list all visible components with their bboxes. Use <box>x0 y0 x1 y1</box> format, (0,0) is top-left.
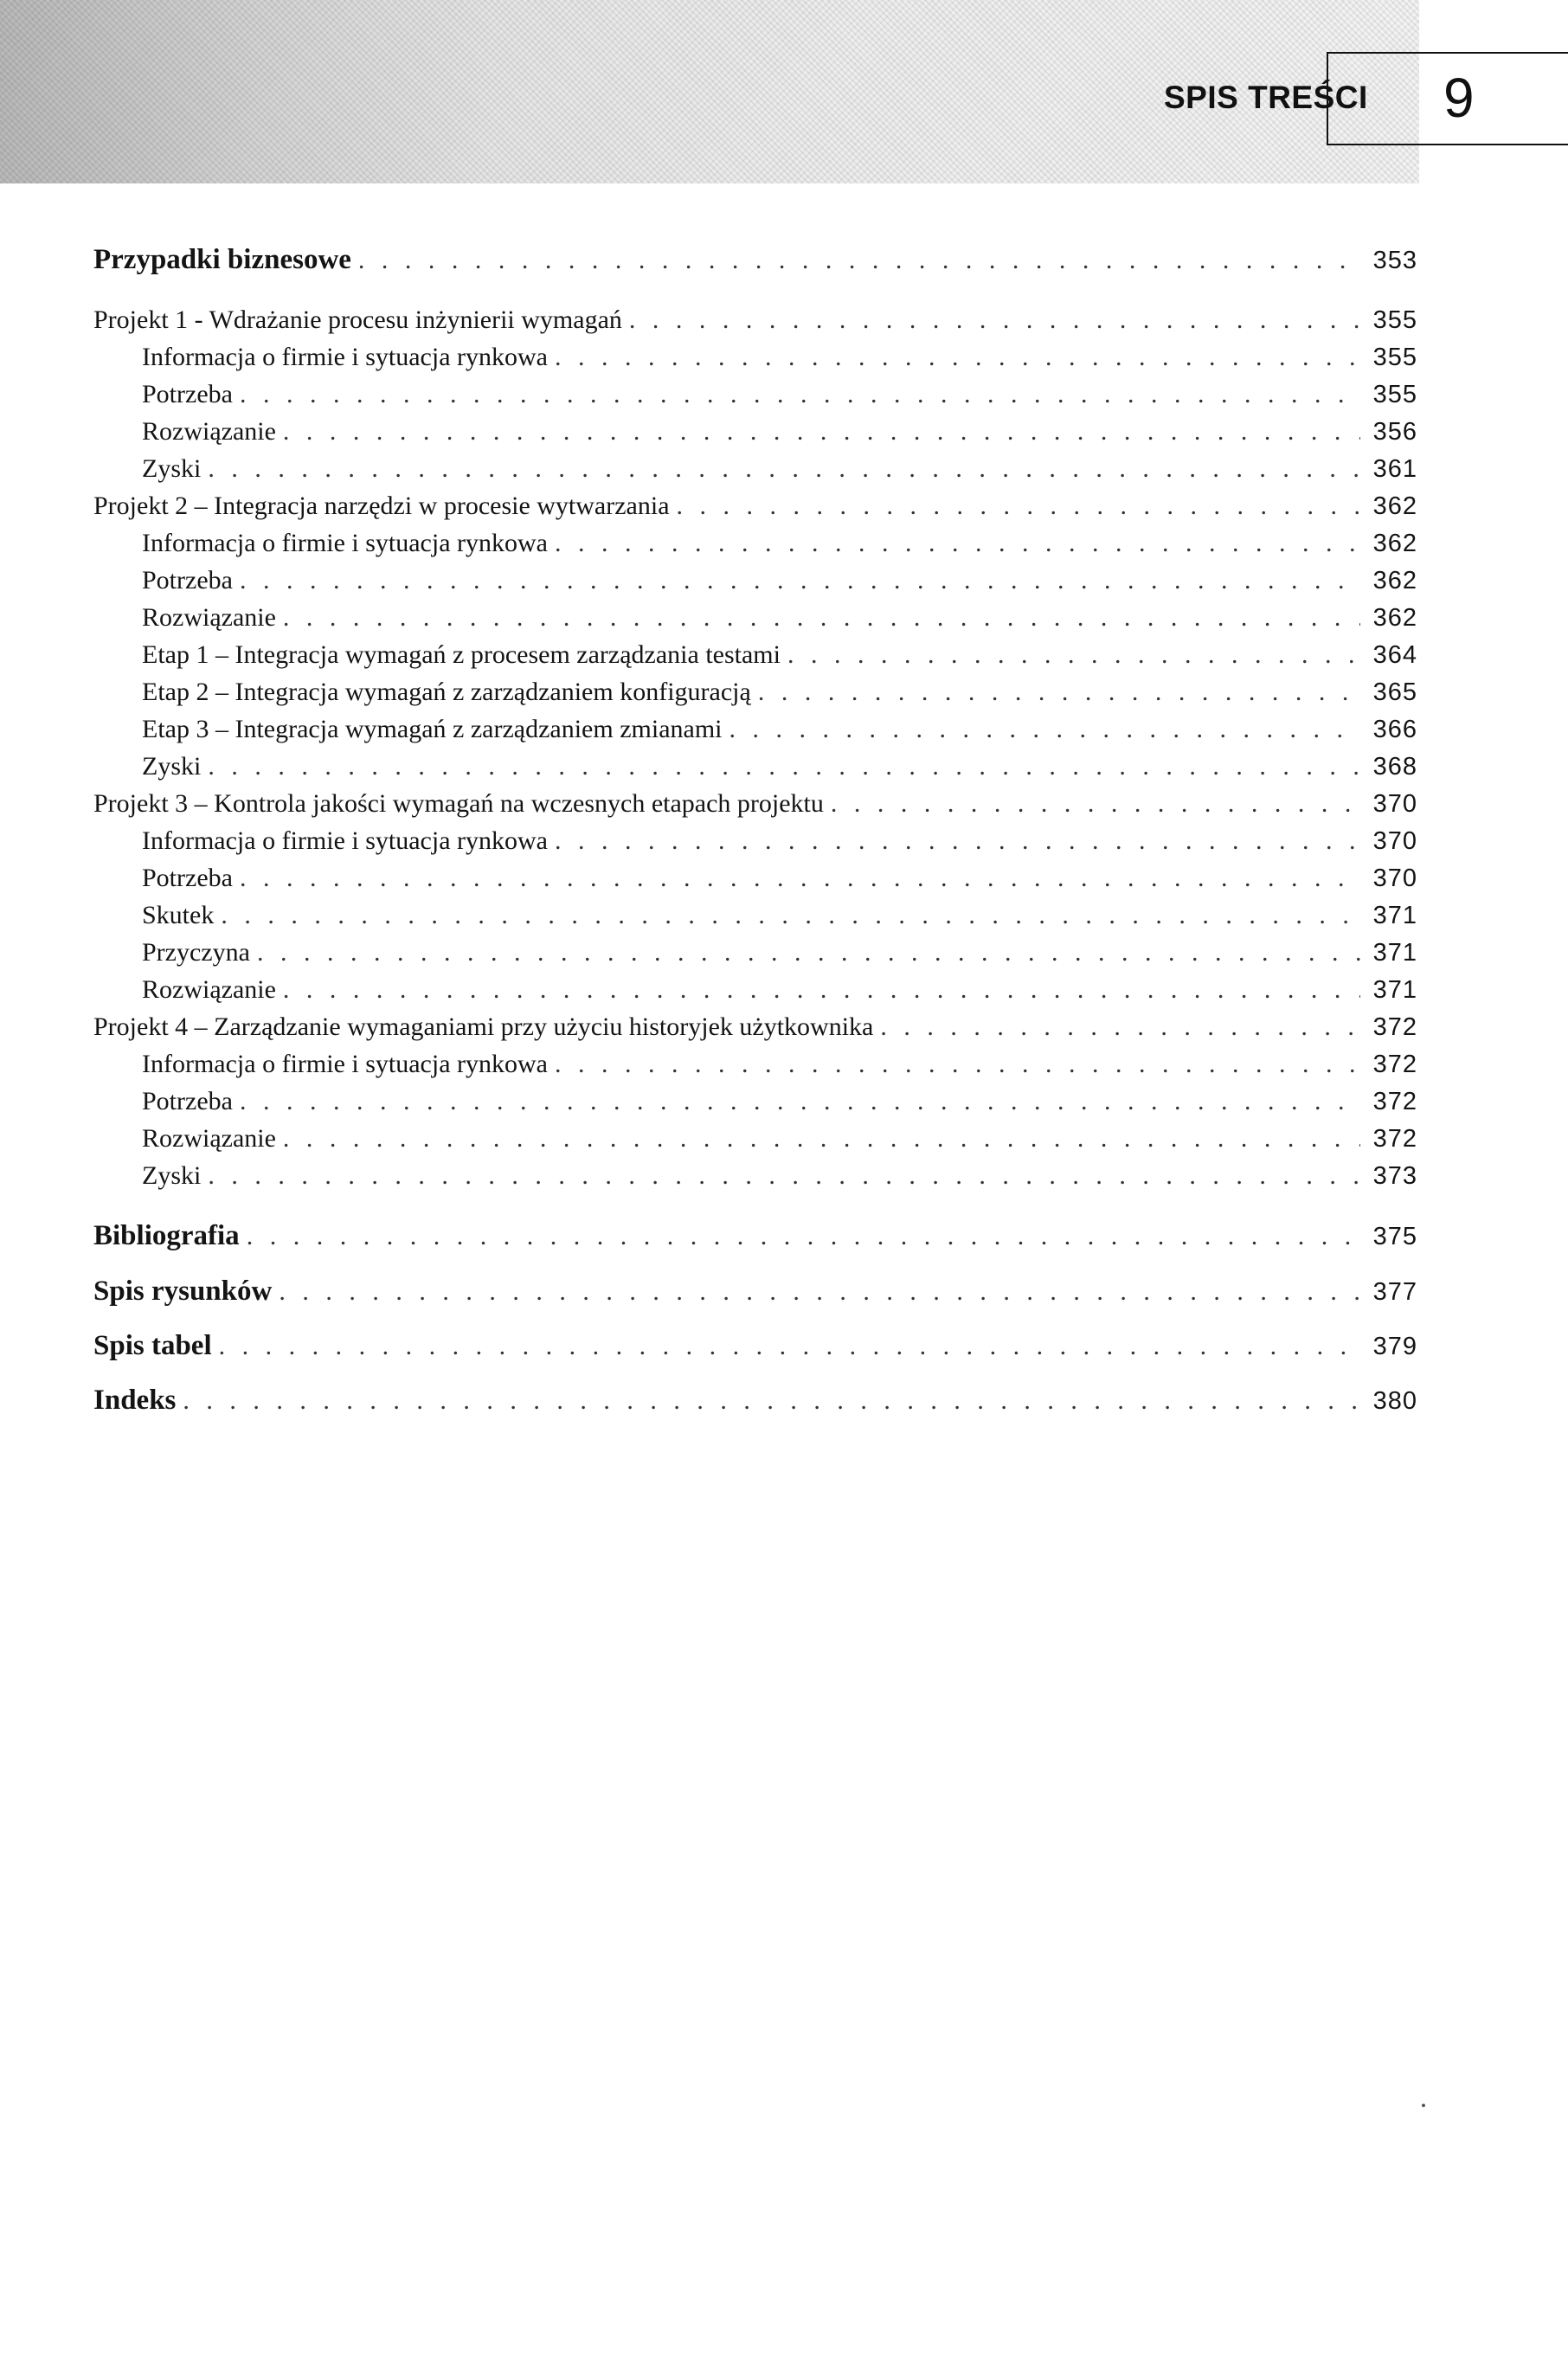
toc-entry-page: 372 <box>1372 1088 1417 1115</box>
toc-entry-page: 366 <box>1372 716 1417 743</box>
page-number: 9 <box>1443 67 1475 129</box>
toc-entry-page: 368 <box>1372 753 1417 781</box>
dot-leader <box>283 1124 1360 1153</box>
toc-entry-p1-rozwiazanie <box>93 417 1417 447</box>
toc-entry-label: Zyski <box>142 454 202 483</box>
toc-entry-projekt-3 <box>93 789 1417 819</box>
toc-entry-page: 379 <box>1372 1333 1417 1360</box>
toc-entry-page: 371 <box>1372 976 1417 1004</box>
dot-leader <box>831 789 1360 818</box>
toc-entry-label: Informacja o firmie i sytuacja rynkowa <box>142 826 548 855</box>
toc-entry-page: 375 <box>1372 1223 1417 1250</box>
toc-entry-page: 364 <box>1372 641 1417 669</box>
toc-entry-p2-rozwiazanie <box>93 603 1417 633</box>
toc-entry-label: Indeks <box>93 1385 177 1416</box>
toc-entry-label: Rozwiązanie <box>142 1124 276 1153</box>
toc-entry-label: Informacja o firmie i sytuacja rynkowa <box>142 343 548 371</box>
dot-leader <box>358 246 1360 274</box>
toc-entry-page: 362 <box>1372 567 1417 594</box>
toc-entry-page: 380 <box>1372 1387 1417 1415</box>
dot-leader <box>240 1087 1360 1115</box>
dot-leader <box>283 417 1360 446</box>
dot-leader <box>555 1050 1360 1078</box>
toc-entry-label: Zyski <box>142 1161 202 1190</box>
dot-leader <box>629 305 1360 334</box>
header-rule-bottom <box>1327 144 1568 145</box>
toc-entry-label: Przyczyna <box>142 938 250 967</box>
toc-entry-page: 353 <box>1372 247 1417 274</box>
dot-leader <box>208 454 1360 483</box>
toc-entry-page: 355 <box>1372 306 1417 334</box>
dot-leader <box>183 1386 1360 1415</box>
toc-entry-page: 372 <box>1372 1125 1417 1153</box>
toc-entry-page: 373 <box>1372 1162 1417 1190</box>
toc-entry-p3-rozwiazanie <box>93 975 1417 1005</box>
toc-entry-page: 377 <box>1372 1278 1417 1306</box>
toc-entry-p3-przyczyna <box>93 938 1417 967</box>
dot-leader <box>208 752 1360 781</box>
toc-entry-p1-informacja <box>93 343 1417 372</box>
header-rule-top <box>1327 52 1568 54</box>
dot-leader <box>279 1277 1360 1306</box>
toc-entry-p3-informacja <box>93 826 1417 856</box>
toc-entry-p2-zyski <box>93 752 1417 781</box>
toc-entry-page: 356 <box>1372 418 1417 446</box>
toc-entry-label: Potrzeba <box>142 1087 233 1115</box>
dot-leader <box>219 1332 1360 1360</box>
toc-entry-page: 372 <box>1372 1051 1417 1078</box>
toc-entry-label: Spis tabel <box>93 1330 212 1361</box>
dot-leader <box>208 1161 1360 1190</box>
dot-leader <box>555 529 1360 557</box>
toc-entry-spis-tabel <box>93 1330 1417 1362</box>
toc-entry-page: 362 <box>1372 530 1417 557</box>
dot-leader <box>758 678 1360 706</box>
dot-leader <box>677 492 1360 520</box>
toc-entry-projekt-1 <box>93 305 1417 335</box>
running-title: SPIS TREŚCI <box>1164 80 1368 115</box>
toc-entry-label: Projekt 4 – Zarządzanie wymaganiami przy użyciu historyjek użytkownika <box>93 1012 874 1041</box>
toc-entry-przypadki-biznesowe <box>93 244 1417 276</box>
toc-entry-label: Etap 2 – Integracja wymagań z zarządzaniem konfiguracją <box>142 678 751 706</box>
toc-entry-label: Przypadki biznesowe <box>93 244 351 275</box>
toc-entry-page: 370 <box>1372 790 1417 818</box>
toc-entry-p4-zyski <box>93 1161 1417 1191</box>
dot-leader <box>221 901 1360 929</box>
toc-entry-p1-zyski <box>93 454 1417 484</box>
dot-leader <box>283 975 1360 1004</box>
toc-entry-label: Rozwiązanie <box>142 975 276 1004</box>
toc-entry-page: 371 <box>1372 902 1417 929</box>
toc-entry-label: Projekt 3 – Kontrola jakości wymagań na wczesnych etapach projektu <box>93 789 824 818</box>
toc-entry-page: 370 <box>1372 864 1417 892</box>
toc-entry-page: 362 <box>1372 604 1417 632</box>
toc-entry-indeks <box>93 1385 1417 1417</box>
scan-speck <box>1422 2104 1425 2107</box>
toc-entry-label: Rozwiązanie <box>142 603 276 632</box>
toc-entry-p3-skutek <box>93 901 1417 930</box>
toc-entry-page: 361 <box>1372 455 1417 483</box>
dot-leader <box>555 826 1360 855</box>
toc-entry-p1-potrzeba <box>93 380 1417 409</box>
dot-leader <box>555 343 1360 371</box>
toc-entry-label: Projekt 1 - Wdrażanie procesu inżynierii wymagań <box>93 305 622 334</box>
toc-entry-label: Spis rysunków <box>93 1276 273 1307</box>
toc-entry-p3-potrzeba <box>93 864 1417 893</box>
toc-entry-label: Potrzeba <box>142 864 233 892</box>
toc-entry-label: Rozwiązanie <box>142 417 276 446</box>
toc-entry-projekt-2 <box>93 492 1417 521</box>
toc-entry-label: Potrzeba <box>142 566 233 594</box>
toc-entry-page: 362 <box>1372 492 1417 520</box>
toc-entry-page: 355 <box>1372 381 1417 408</box>
toc-entry-p4-potrzeba <box>93 1087 1417 1116</box>
toc-entry-p4-informacja <box>93 1050 1417 1079</box>
toc-entry-page: 355 <box>1372 344 1417 371</box>
toc-entry-p2-etap-2 <box>93 678 1417 707</box>
toc-entry-label: Bibliografia <box>93 1220 240 1251</box>
toc-entry-p2-etap-3 <box>93 715 1417 744</box>
toc-entry-page: 370 <box>1372 827 1417 855</box>
dot-leader <box>247 1222 1360 1250</box>
dot-leader <box>729 715 1361 743</box>
toc-entry-label: Etap 1 – Integracja wymagań z procesem zarządzania testami <box>142 640 781 669</box>
dot-leader <box>240 864 1360 892</box>
toc-entry-bibliografia <box>93 1220 1417 1252</box>
toc-entry-p2-potrzeba <box>93 566 1417 595</box>
toc-entry-page: 371 <box>1372 939 1417 967</box>
dot-leader <box>283 603 1360 632</box>
toc-entry-label: Informacja o firmie i sytuacja rynkowa <box>142 1050 548 1078</box>
toc-entry-p2-etap-1 <box>93 640 1417 670</box>
toc-entry-label: Projekt 2 – Integracja narzędzi w procesie wytwarzania <box>93 492 670 520</box>
dot-leader <box>880 1012 1360 1041</box>
toc-entry-label: Informacja o firmie i sytuacja rynkowa <box>142 529 548 557</box>
toc-entry-p4-rozwiazanie <box>93 1124 1417 1154</box>
dot-leader <box>240 566 1360 594</box>
dot-leader <box>787 640 1360 669</box>
toc-entry-label: Potrzeba <box>142 380 233 408</box>
toc-entry-label: Etap 3 – Integracja wymagań z zarządzaniem zmianami <box>142 715 723 743</box>
dot-leader <box>240 380 1360 408</box>
toc-entry-page: 372 <box>1372 1013 1417 1041</box>
toc-entry-label: Skutek <box>142 901 215 929</box>
toc-entry-p2-informacja <box>93 529 1417 558</box>
toc-entry-spis-rysunkow <box>93 1276 1417 1308</box>
dot-leader <box>257 938 1360 967</box>
toc-entry-label: Zyski <box>142 752 202 781</box>
toc-entry-projekt-4 <box>93 1012 1417 1042</box>
toc-entry-page: 365 <box>1372 678 1417 706</box>
